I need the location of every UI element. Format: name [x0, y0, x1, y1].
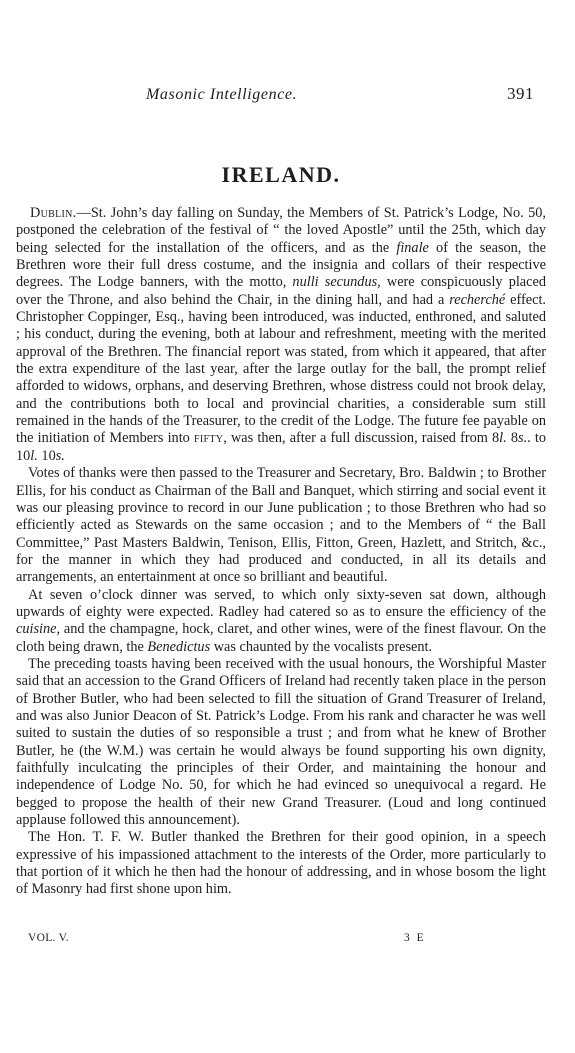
- text-run: were conspicuously placed over the Throne, and also behind the Chair, in the dining hall, and had a: [16, 274, 546, 308]
- text-run: At seven o’clock dinner was served, to which only sixty-seven sat down, although upwards of eighty were expected. Radley had catered so as to ensure the efficiency of the: [16, 586, 546, 620]
- text-run: of the season, the Brethren wore their full dress costume, and the insignia and collars of their respective degrees. The Lodge banners, with the motto,: [16, 239, 546, 291]
- text-run: , was then, after a full discussion, raised from 8: [223, 430, 500, 447]
- text-run: and the champagne, hock, claret, and other wines, were of the finest flavour. On the cloth being drawn, the: [16, 621, 546, 655]
- italic-term: finale: [396, 239, 429, 256]
- text-run: 8: [506, 430, 519, 447]
- paragraph-reply: The Hon. T. F. W. Butler thanked the Brethren for their good opinion, in a speech expressive of his impassioned attachment to the interests of the Order, more particularly to that portion of it which he then had the honour of addressing, and in whose bosom the light of Masonry had first shone upon him.: [16, 829, 546, 898]
- volume-label: VOL. V.: [28, 932, 69, 944]
- paragraph-dinner: [16, 587, 546, 656]
- small-caps-term: fifty: [193, 430, 224, 447]
- italic-term: cuisine,: [16, 621, 61, 638]
- paragraph-toasts: The preceding toasts having been received with the usual honours, the Worshipful Master said that an accession to the Grand Officers of Ireland had recently taken place in the person of Brother Butler, who had been selected to fill the situation of Grand Treasurer of Ireland, and was also Junior Deacon of St. Patrick’s Lodge. From his rank and character he was well suited to sustain the duties of so responsible a trust ; and from what he knew of Brother Butler, he (the W.M.) was certain he would always be found supporting his own dignity, faithfully inculcating the principles of their Order, and maintaining the honour and independence of Lodge No. 50, for which he had evinced so unequivocal a regard. He begged to propose the health of their new Grand Treasurer. (Loud and long continued applause followed this announcement).: [16, 655, 546, 829]
- text-run: —St. John’s day falling on Sunday, the Members of St. Patrick’s Lodge, No. 50, postponed the celebration of the festival of “ the loved Apostle” until the 25th, which day being selected for the installation of the officers, and as the: [16, 205, 546, 256]
- article-body: [16, 205, 546, 899]
- italic-term: Benedictus: [147, 638, 211, 655]
- text-run: was chaunted by the vocalists present.: [210, 638, 433, 655]
- currency-unit: s.: [55, 447, 65, 464]
- paragraph-votes-of-thanks: Votes of thanks were then passed to the Treasurer and Secretary, Bro. Baldwin ; to Brother Ellis, for his conduct as Chairman of the Ball and Banquet, which stirring and social event it was our pleasing province to record in our June publication ; to those Brethren who had so efficiently acted as Stewards on the same occasion ; and to the Members of “ the Ball Committee,” Past Masters Baldwin, Tenison, Ellis, Fitton, Green, Hazlett, and Stritch, &c., for the manner in which they had produced and conducted, in all its details and arrangements, an entertainment at once so brilliant and beautiful.: [16, 465, 546, 586]
- text-run: 10: [37, 447, 56, 464]
- text-run: . to 10: [16, 430, 546, 464]
- running-head: [16, 86, 546, 108]
- page-footer: [16, 932, 546, 948]
- italic-term: recherché: [449, 291, 506, 308]
- book-page: [16, 0, 546, 1053]
- page-number: 391: [507, 84, 534, 103]
- text-run: effect. Christopher Coppinger, Esq., having been introduced, was inducted, enthroned, and saluted ; his conduct, during the evening, both at labour and refreshment, meeting with the merited approval of the Brethren. The financial report was stated, from which it appeared, that after the extra expenditure of the last year, after the large outlay for the ball, the prompt relief afforded to widows, orphans, and deserving Brethren, whose distress could not brook delay, and the contributions both to local and provincial charities, a considerable sum still remained in the hands of the Treasurer, to the credit of the Lodge. The future fee payable on the initiation of Members into: [16, 291, 547, 447]
- place-name: Dublin.: [30, 205, 77, 221]
- italic-term: nulli secundus,: [292, 274, 381, 291]
- signature-mark: 3 E: [404, 932, 426, 944]
- running-title: Masonic Intelligence.: [146, 86, 298, 103]
- paragraph-installation: [16, 205, 546, 465]
- currency-unit: l.: [30, 447, 38, 464]
- currency-unit: s.: [518, 430, 528, 447]
- currency-unit: l.: [499, 430, 507, 447]
- section-title: IRELAND.: [221, 162, 341, 187]
